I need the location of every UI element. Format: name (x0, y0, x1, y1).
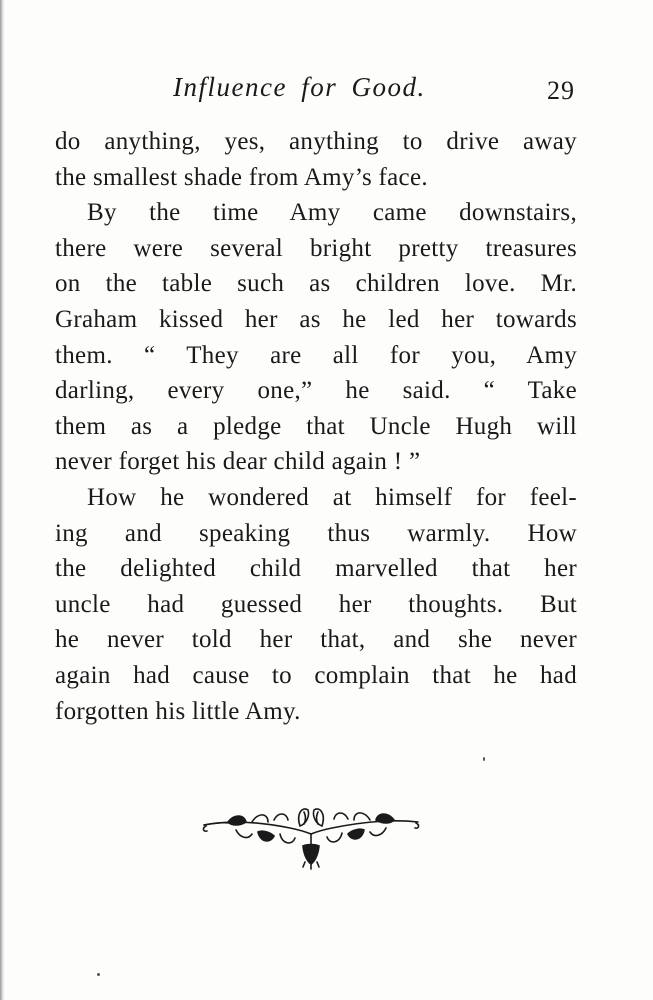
text-line: How he wondered at himself for feel- (87, 483, 577, 511)
text-line: on the table such as children love. Mr. (55, 270, 577, 298)
text-line: uncle had guessed her thoughts. But (55, 590, 577, 618)
text-line: Graham kissed her as he led her towards (55, 305, 577, 333)
page-number: 29 (547, 76, 575, 105)
text-line: them as a pledge that Uncle Hugh will (55, 412, 577, 440)
running-head (55, 72, 577, 112)
floral-tailpiece-icon (200, 800, 422, 872)
text-line: he never told her that, and she never (55, 626, 577, 654)
text-line: forgotten his little Amy. (55, 697, 301, 725)
body-text (55, 124, 577, 729)
running-title: Influence for Good. (173, 72, 426, 102)
text-line: there were several bright pretty treasures (55, 234, 577, 262)
scan-speck (97, 973, 100, 976)
text-line: darling, every one,” he said. “ Take (55, 377, 577, 405)
scan-speck (483, 757, 485, 761)
text-line: the smallest shade from Amy’s face. (55, 163, 428, 191)
text-line: do anything, yes, anything to drive away (55, 128, 577, 155)
page-edge (0, 0, 5, 1000)
text-line: again had cause to complain that he had (55, 661, 577, 689)
text-line: ing and speaking thus warmly. How (55, 519, 577, 547)
text-line: them. “ They are all for you, Amy (55, 341, 577, 369)
text-line: never forget his dear child again ! ” (55, 448, 421, 476)
text-line: By the time Amy came downstairs, (87, 199, 577, 227)
text-line: the delighted child marvelled that her (55, 555, 577, 583)
